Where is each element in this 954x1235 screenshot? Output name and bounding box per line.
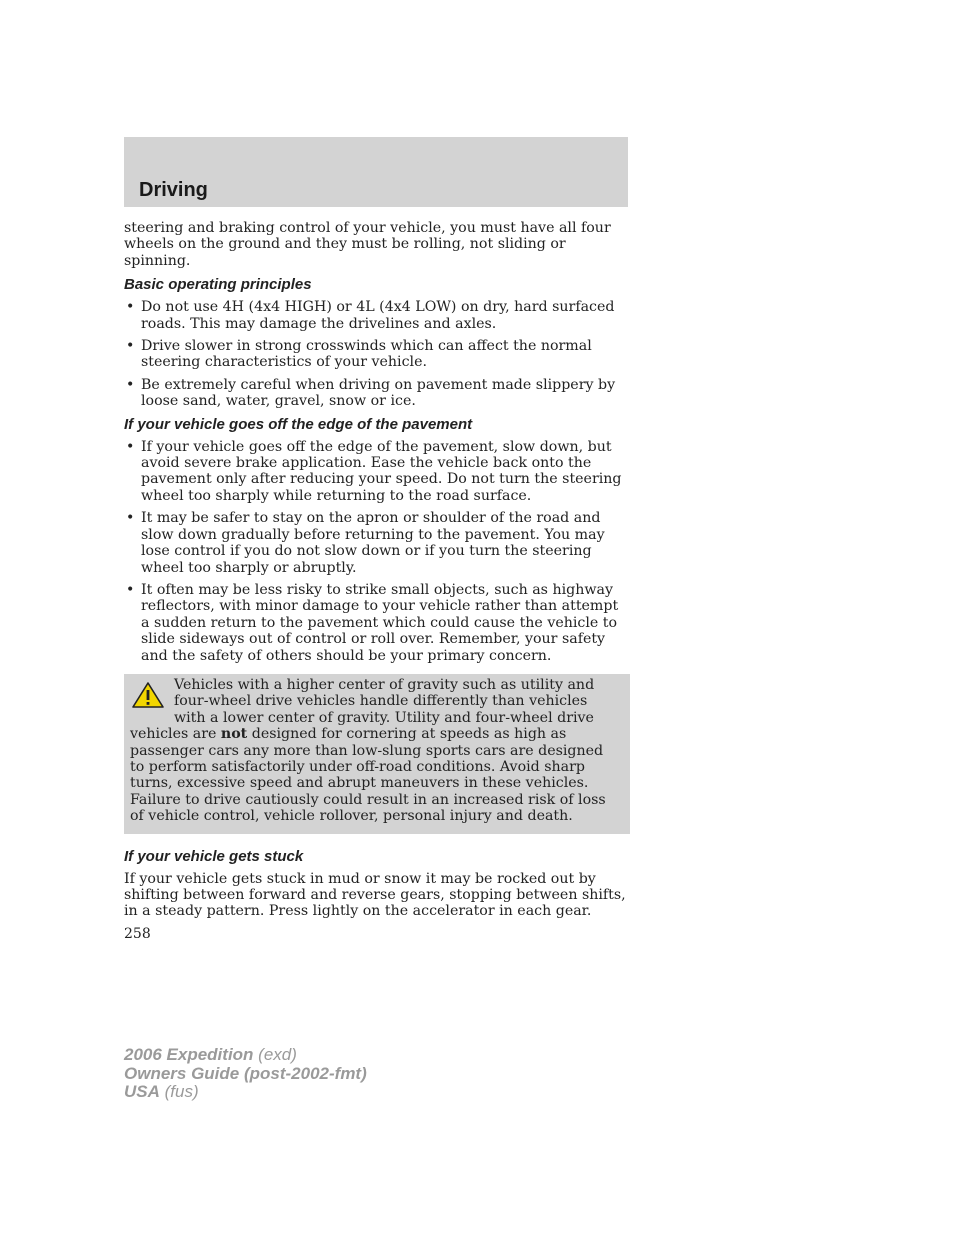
warning-text [130, 677, 620, 825]
stuck-paragraph: If your vehicle gets stuck in mud or snow it may be rocked out by shifting between forward and reverse gears, stopping between shifts, in a steady pattern. Press lightly on the accelerator in each gear. [124, 870, 626, 920]
list-item: • Be extremely careful when driving on pavement made slippery by loose sand, water, gravel, snow or ice. [124, 377, 630, 410]
section-title: Driving [139, 179, 208, 201]
footer-line-1 [124, 1046, 367, 1065]
intro-paragraph: steering and braking control of your vehicle, you must have all four wheels on the ground and they must be rolling, not sliding or spinning. [124, 220, 611, 269]
list-item: • If your vehicle goes off the edge of the pavement, slow down, but avoid severe brake application. Ease the vehicle back onto the pavement only after reducing your speed. Do not turn the steering wheel too sharply while returning to the road surface. [124, 439, 630, 505]
footer-line-3 [124, 1083, 367, 1102]
section-header-band [124, 137, 628, 207]
footer-region: USA [124, 1082, 160, 1101]
footer-line-2 [124, 1065, 367, 1084]
footer-model-code: (exd) [253, 1045, 297, 1064]
bullet-list-off-pavement [124, 439, 630, 664]
footer-guide: Owners Guide (post-2002-fmt) [124, 1063, 367, 1083]
list-item: • Do not use 4H (4x4 HIGH) or 4L (4x4 LOW) on dry, hard surfaced roads. This may damage the drivelines and axles. [124, 299, 630, 332]
section-heading-off-pavement: If your vehicle goes off the edge of the pavement [124, 415, 473, 433]
list-item: • It may be safer to stay on the apron or shoulder of the road and slow down gradually before returning to the pavement. You may lose control if you do not slow down or if you turn the steering wheel too sharply or abruptly. [124, 510, 630, 576]
page-content [124, 220, 630, 927]
section-heading-stuck: If your vehicle gets stuck [124, 847, 304, 865]
warning-box [124, 674, 630, 834]
list-item: • Drive slower in strong crosswinds which can affect the normal steering characteristics of your vehicle. [124, 338, 630, 371]
list-item: • It often may be less risky to strike small objects, such as highway reflectors, with minor damage to your vehicle rather than attempt a sudden return to the pavement which could cause the vehicle to slide sideways out of control or roll over. Remember, your safety and the safety of others should be your primary concern. [124, 582, 630, 664]
footer-model: 2006 Expedition [124, 1045, 254, 1064]
section-heading-basic-principles: Basic operating principles [124, 276, 312, 294]
warning-text-part: designed for cornering at speeds as high as passenger cars any more than low-slung sports cars are designed to perform satisfactorily under off-road conditions. Avoid sharp turns, excessive speed and abrupt maneuvers in these vehicles. Failure to drive cautiously could result in an increased risk of loss of vehicle control, vehicle rollover, personal injury and death. [130, 726, 606, 825]
footer-region-code: (fus) [159, 1082, 199, 1101]
warning-triangle-icon [131, 681, 165, 709]
document-footer [124, 1046, 367, 1102]
warning-text-part: Vehicles with a higher center of gravity such as utility and four-wheel drive vehicles handle differently than vehicles with a lower center of gravity. Utility and four-wheel drive vehicles are [130, 676, 595, 743]
page-number: 258 [124, 926, 151, 942]
bullet-list-basic-principles [124, 299, 630, 409]
warning-emphasis: not [220, 726, 248, 743]
